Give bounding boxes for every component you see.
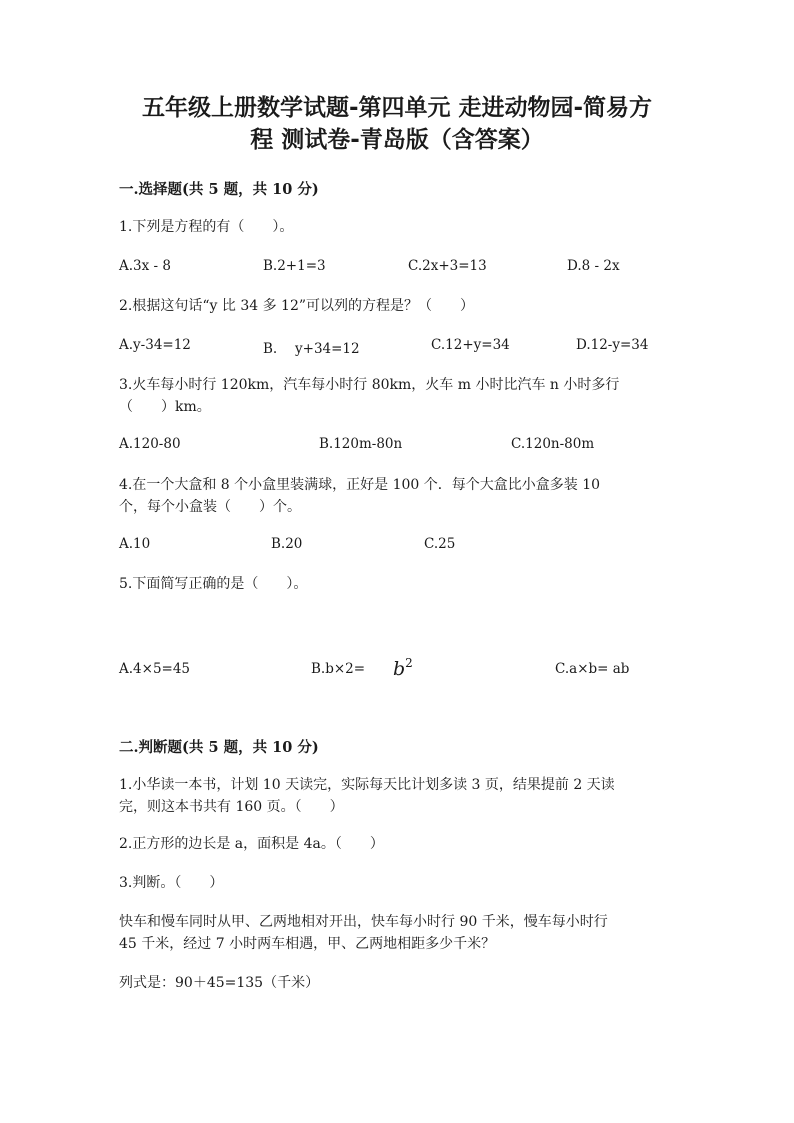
q1-4-option-b: B.20 (271, 536, 303, 552)
page-title (100, 92, 694, 156)
q1-5-option-c: C.a×b= ab (555, 661, 630, 677)
question-1-4 (119, 474, 600, 518)
math-base: b (393, 658, 406, 680)
title-line-2: 程 测试卷-青岛版（含答案） (250, 127, 544, 153)
question-2-3: 3.判断。（ ） (119, 875, 224, 891)
q1-5-option-b-math (393, 656, 413, 680)
q1-2-option-a: A.y-34=12 (119, 337, 191, 353)
question-2-3-passage-line-1: 快车和慢车同时从甲、乙两地相对开出，快车每小时行 90 千米，慢车每小时行 (119, 914, 608, 930)
question-2-3-passage-line-2: 45 千米，经过 7 小时两车相遇，甲、乙两地相距多少千米？ (119, 936, 496, 952)
q1-5-option-a: A.4×5=45 (119, 661, 191, 677)
question-1-4-line-1: 4.在一个大盒和 8 个小盒里装满球，正好是 100 个．每个大盒比小盒多装 10 (119, 477, 601, 493)
q1-1-option-b: B.2+1=3 (263, 258, 326, 274)
q1-3-option-b: B.120m-80n (319, 436, 403, 452)
question-1-1: 1.下列是方程的有（ ）。 (119, 219, 294, 235)
q1-2-option-b: B. y+34=12 (263, 341, 360, 357)
q1-1-option-a: A.3x - 8 (119, 258, 171, 274)
question-1-4-line-2: 个，每个小盒装（ ）个。 (119, 499, 301, 515)
question-1-5: 5.下面简写正确的是（ ）。 (119, 576, 308, 592)
q1-3-option-c: C.120n-80m (511, 436, 595, 452)
section-1-heading: 一.选择题(共 5 题，共 10 分) (119, 181, 319, 198)
section-2-heading: 二.判断题(共 5 题，共 10 分) (119, 739, 319, 756)
q1-2-option-d: D.12-y=34 (576, 337, 649, 353)
question-2-3-passage (119, 911, 608, 955)
question-1-3-line-1: 3.火车每小时行 120km，汽车每小时行 80km，火车 m 小时比汽车 n 小时多行 (119, 377, 620, 393)
question-2-2: 2.正方形的边长是 a，面积是 4a。（ ） (119, 836, 384, 852)
q1-1-option-c: C.2x+3=13 (408, 258, 487, 274)
q1-4-option-a: A.10 (119, 536, 151, 552)
question-2-1-line-2: 完，则这本书共有 160 页。（ ） (119, 799, 344, 815)
q1-2-option-c: C.12+y=34 (431, 337, 510, 353)
question-2-1 (119, 774, 615, 818)
question-1-3 (119, 374, 619, 418)
q1-4-option-c: C.25 (424, 536, 456, 552)
question-1-3-line-2: （ ）km。 (119, 399, 211, 415)
q1-3-option-a: A.120-80 (119, 436, 181, 452)
q1-1-option-d: D.8 - 2x (567, 258, 620, 274)
question-2-3-formula: 列式是：90＋45=135（千米） (119, 975, 320, 991)
q1-5-option-b: B.b×2= (311, 661, 366, 677)
math-exponent: 2 (405, 656, 413, 670)
title-line-1: 五年级上册数学试题-第四单元 走进动物园-简易方 (141, 95, 653, 121)
question-2-1-line-1: 1.小华读一本书，计划 10 天读完，实际每天比计划多读 3 页，结果提前 2 天读 (119, 777, 615, 793)
question-1-2: 2.根据这句话“y 比 34 多 12”可以列的方程是？（ ） (119, 298, 475, 314)
